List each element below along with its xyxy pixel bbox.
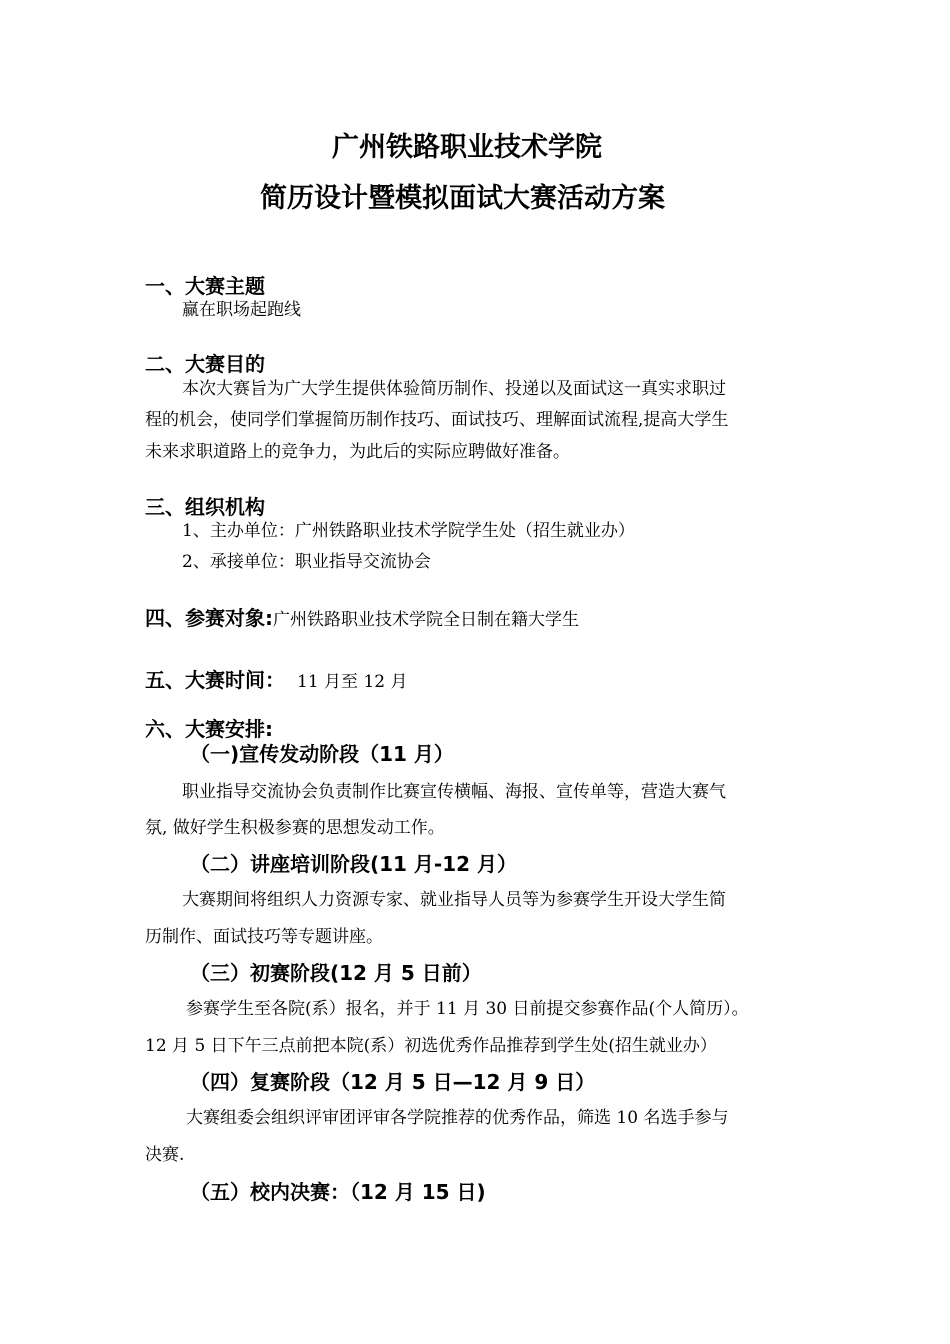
section-2-line-2: 程的机会，使同学们掌握简历制作技巧、面试技巧、理解面试流程,提高大学生 [145, 410, 729, 430]
section-2-line-1: 本次大赛旨为广大学生提供体验简历制作、投递以及面试这一真实求职过 [182, 379, 726, 399]
stage-3-line-2: 12 月 5 日下午三点前把本院(系）初选优秀作品推荐到学生处(招生就业办） [145, 1036, 717, 1056]
document-title-line-2: 简历设计暨模拟面试大赛活动方案 [260, 183, 665, 214]
stage-2-line-2: 历制作、面试技巧等专题讲座。 [145, 927, 383, 947]
section-5-text: 11 月至 12 月 [297, 672, 408, 692]
stage-4-line-2: 决赛. [145, 1145, 185, 1165]
stage-3-line-1: 参赛学生至各院(系）报名，并于 11 月 30 日前提交参赛作品(个人简历）。 [186, 999, 749, 1019]
stage-4-line-1: 大赛组委会组织评审团评审各学院推荐的优秀作品，筛选 10 名选手参与 [186, 1108, 729, 1128]
stage-2-line-1: 大赛期间将组织人力资源专家、就业指导人员等为参赛学生开设大学生简 [182, 890, 726, 910]
section-4-text: 广州铁路职业技术学院全日制在籍大学生 [273, 610, 579, 630]
section-3-item-2: 2、承接单位：职业指导交流协会 [182, 552, 431, 572]
section-4 [145, 608, 579, 629]
stage-3-title: （三）初赛阶段(12 月 5 日前） [190, 961, 482, 985]
section-6-heading: 六、大赛安排: [145, 717, 273, 741]
section-2-heading: 二、大赛目的 [145, 352, 265, 376]
section-3-item-1: 1、主办单位：广州铁路职业技术学院学生处（招生就业办） [182, 521, 635, 541]
document-title-line-1: 广州铁路职业技术学院 [332, 132, 602, 163]
stage-4-title: （四）复赛阶段（12 月 5 日—12 月 9 日） [190, 1070, 596, 1094]
section-2-line-3: 未来求职道路上的竞争力，为此后的实际应聘做好准备。 [145, 442, 570, 462]
section-5-heading: 五、大赛时间： [145, 668, 285, 692]
stage-1-title: （一)宣传发动阶段（11 月） [190, 742, 454, 766]
stage-5-title: （五）校内决赛：（12 月 15 日) [190, 1180, 486, 1204]
section-1-text: 赢在职场起跑线 [182, 300, 301, 320]
section-4-heading: 四、参赛对象: [145, 606, 273, 630]
section-1-heading: 一、大赛主题 [145, 274, 265, 298]
stage-1-line-1: 职业指导交流协会负责制作比赛宣传横幅、海报、宣传单等，营造大赛气 [182, 782, 726, 802]
section-5 [145, 670, 407, 691]
stage-1-line-2: 氛, 做好学生积极参赛的思想发动工作。 [145, 818, 445, 838]
stage-2-title: （二）讲座培训阶段(11 月-12 月） [190, 852, 518, 876]
section-3-heading: 三、组织机构 [145, 495, 265, 519]
